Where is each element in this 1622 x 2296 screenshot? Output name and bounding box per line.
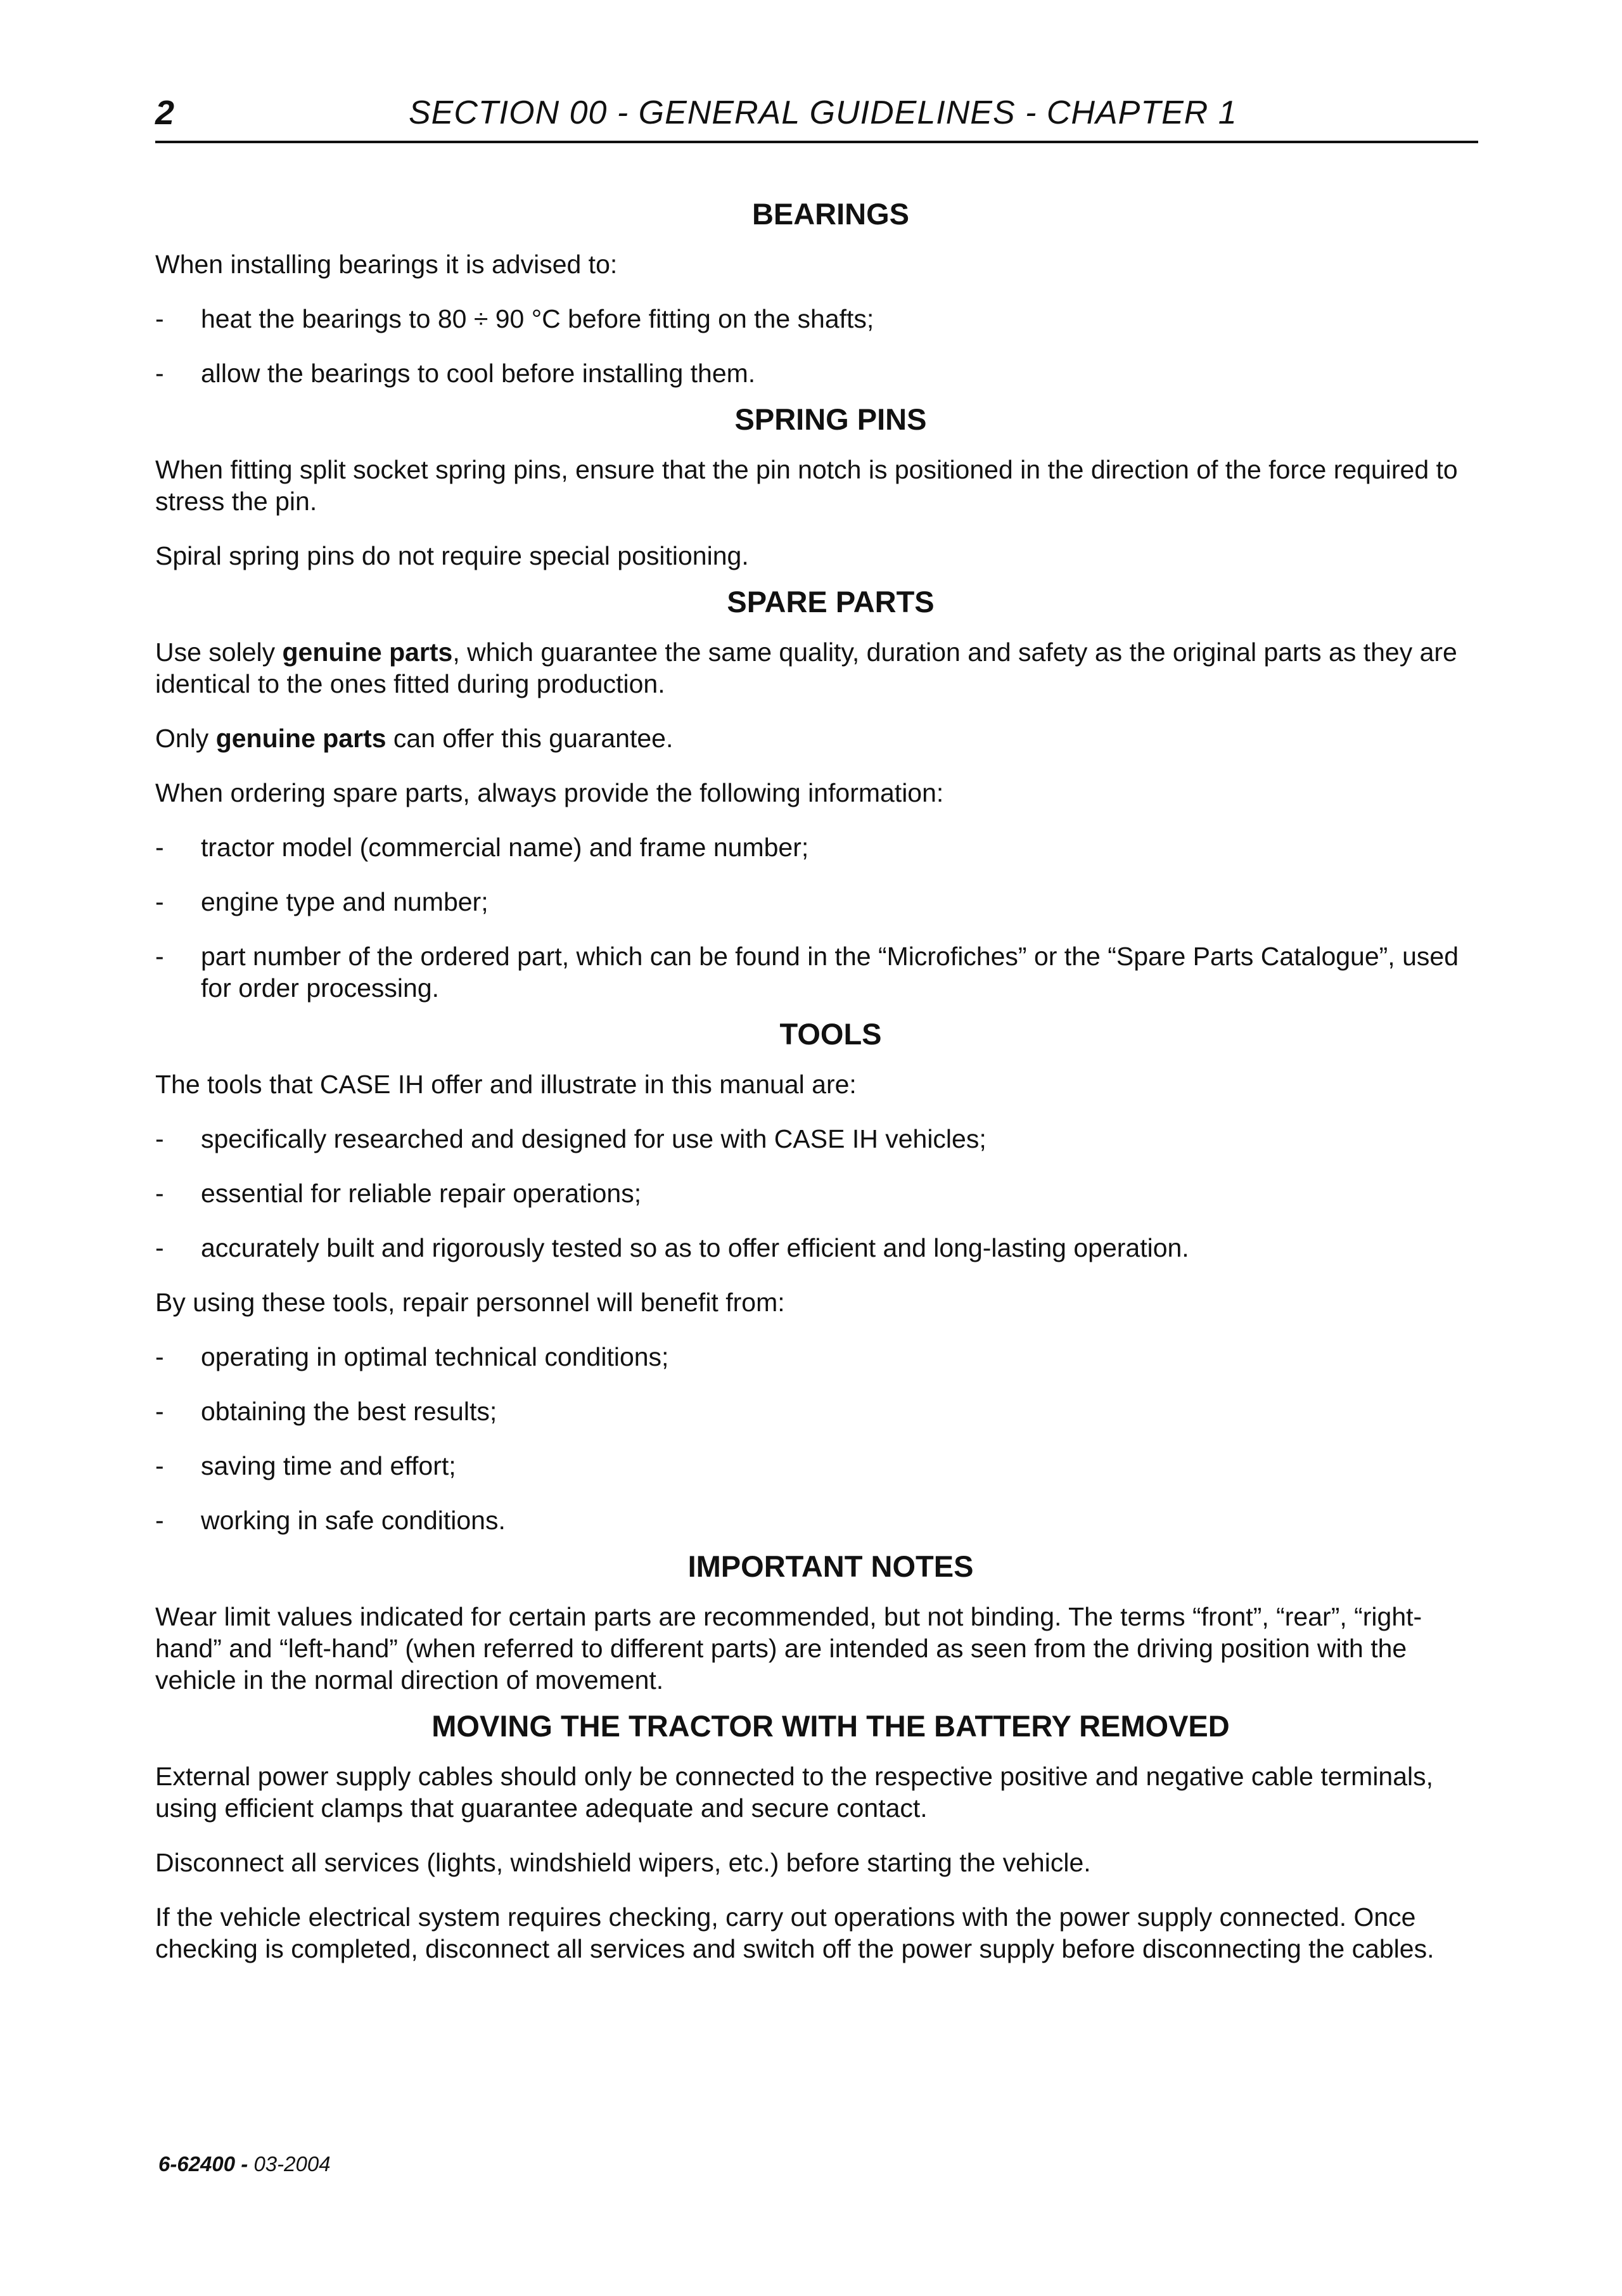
list-item-text: accurately built and rigorously tested so as to offer efficient and long-lasting operation. [201, 1233, 1189, 1262]
list-dash: - [155, 1233, 164, 1262]
footer-separator: - [235, 2152, 254, 2176]
list-item [155, 1504, 1481, 1536]
list-item-text: specifically researched and designed for use with CASE IH vehicles; [201, 1124, 987, 1153]
list-dash: - [155, 1506, 164, 1535]
important-notes-paragraph: Wear limit values indicated for certain parts are recommended, but not binding. The terms “front”, “rear”, “right-hand” and “left-hand” (when referred to different parts) are intended as seen from the driving position with the vehicle in the normal direction of movement. [155, 1602, 1422, 1695]
list-dash: - [155, 887, 164, 916]
moving-tractor-paragraph: If the vehicle electrical system requires checking, carry out operations with the power supply connected. Once checking is completed, disconnect all services and switch off the power supply before disconnecting the cables. [155, 1902, 1434, 1963]
list-item [155, 940, 1481, 1004]
bearings-heading: BEARINGS [751, 197, 910, 231]
spare-parts-paragraph: When ordering spare parts, always provide the following information: [155, 778, 944, 807]
text-run: can offer this guarantee. [386, 724, 674, 753]
document-code: 6-62400 [158, 2152, 236, 2176]
list-item-text: heat the bearings to 80 ÷ 90 °C before fitting on the shafts; [201, 304, 874, 333]
bold-text: genuine parts [215, 724, 386, 753]
moving-tractor-heading: MOVING THE TRACTOR WITH THE BATTERY REMOVED [431, 1709, 1230, 1743]
page-footer [158, 2152, 331, 2177]
list-dash: - [155, 1397, 164, 1426]
list-dash: - [155, 942, 164, 971]
list-item [155, 886, 1481, 918]
list-item-text: obtaining the best results; [201, 1397, 497, 1426]
spare-parts-heading: SPARE PARTS [727, 585, 935, 619]
list-dash: - [155, 1179, 164, 1208]
section-title: SECTION 00 - GENERAL GUIDELINES - CHAPTER 1 [409, 94, 1237, 131]
list-item-text: essential for reliable repair operations; [201, 1179, 642, 1208]
list-dash: - [155, 1342, 164, 1371]
bearings-intro: When installing bearings it is advised to: [155, 250, 618, 279]
spring-pins-paragraph: Spiral spring pins do not require special positioning. [155, 541, 749, 570]
spare-parts-paragraph [155, 636, 1481, 700]
tools-heading: TOOLS [779, 1017, 882, 1051]
important-notes-heading: IMPORTANT NOTES [687, 1549, 974, 1583]
moving-tractor-paragraph: Disconnect all services (lights, windshield wipers, etc.) before starting the vehicle. [155, 1848, 1091, 1877]
list-item [155, 357, 1481, 389]
page-number: 2 [155, 94, 175, 132]
list-item-text: saving time and effort; [201, 1451, 456, 1480]
list-dash: - [155, 1451, 164, 1480]
list-item [155, 1232, 1481, 1264]
spare-parts-paragraph [155, 722, 1481, 754]
list-item-text: operating in optimal technical conditions; [201, 1342, 669, 1371]
list-item [155, 831, 1481, 863]
page-content [155, 196, 1481, 1987]
list-item-text: tractor model (commercial name) and frame number; [201, 833, 809, 862]
spring-pins-paragraph: When fitting split socket spring pins, ensure that the pin notch is positioned in the direction of the force required to stress the pin. [155, 455, 1458, 516]
text-run: , which guarantee the same quality, duration and safety as the original parts as they are identical to the ones fitted during production. [155, 638, 1457, 698]
bold-text: genuine parts [282, 638, 453, 667]
spring-pins-heading: SPRING PINS [734, 402, 927, 436]
list-item [155, 1395, 1481, 1427]
list-item [155, 1341, 1481, 1373]
list-item [155, 1123, 1481, 1155]
text-run: Only [155, 724, 216, 753]
list-item-text: working in safe conditions. [201, 1506, 506, 1535]
tools-intro: The tools that CASE IH offer and illustrate in this manual are: [155, 1070, 857, 1099]
list-dash: - [155, 304, 164, 333]
list-item-text: part number of the ordered part, which can be found in the “Microfiches” or the “Spare Parts Catalogue”, used for order processing. [201, 942, 1459, 1003]
list-item [155, 1177, 1481, 1209]
page-header [155, 93, 1478, 143]
list-item-text: allow the bearings to cool before installing them. [201, 359, 756, 388]
list-item-text: engine type and number; [201, 887, 489, 916]
text-run: Use solely [155, 638, 283, 667]
list-item [155, 303, 1481, 335]
list-item [155, 1450, 1481, 1482]
list-dash: - [155, 833, 164, 862]
list-dash: - [155, 1124, 164, 1153]
document-date: 03-2004 [253, 2152, 331, 2176]
tools-benefit-intro: By using these tools, repair personnel will benefit from: [155, 1288, 785, 1317]
list-dash: - [155, 359, 164, 388]
moving-tractor-paragraph: External power supply cables should only be connected to the respective positive and negative cable terminals, using efficient clamps that guarantee adequate and secure contact. [155, 1762, 1434, 1823]
